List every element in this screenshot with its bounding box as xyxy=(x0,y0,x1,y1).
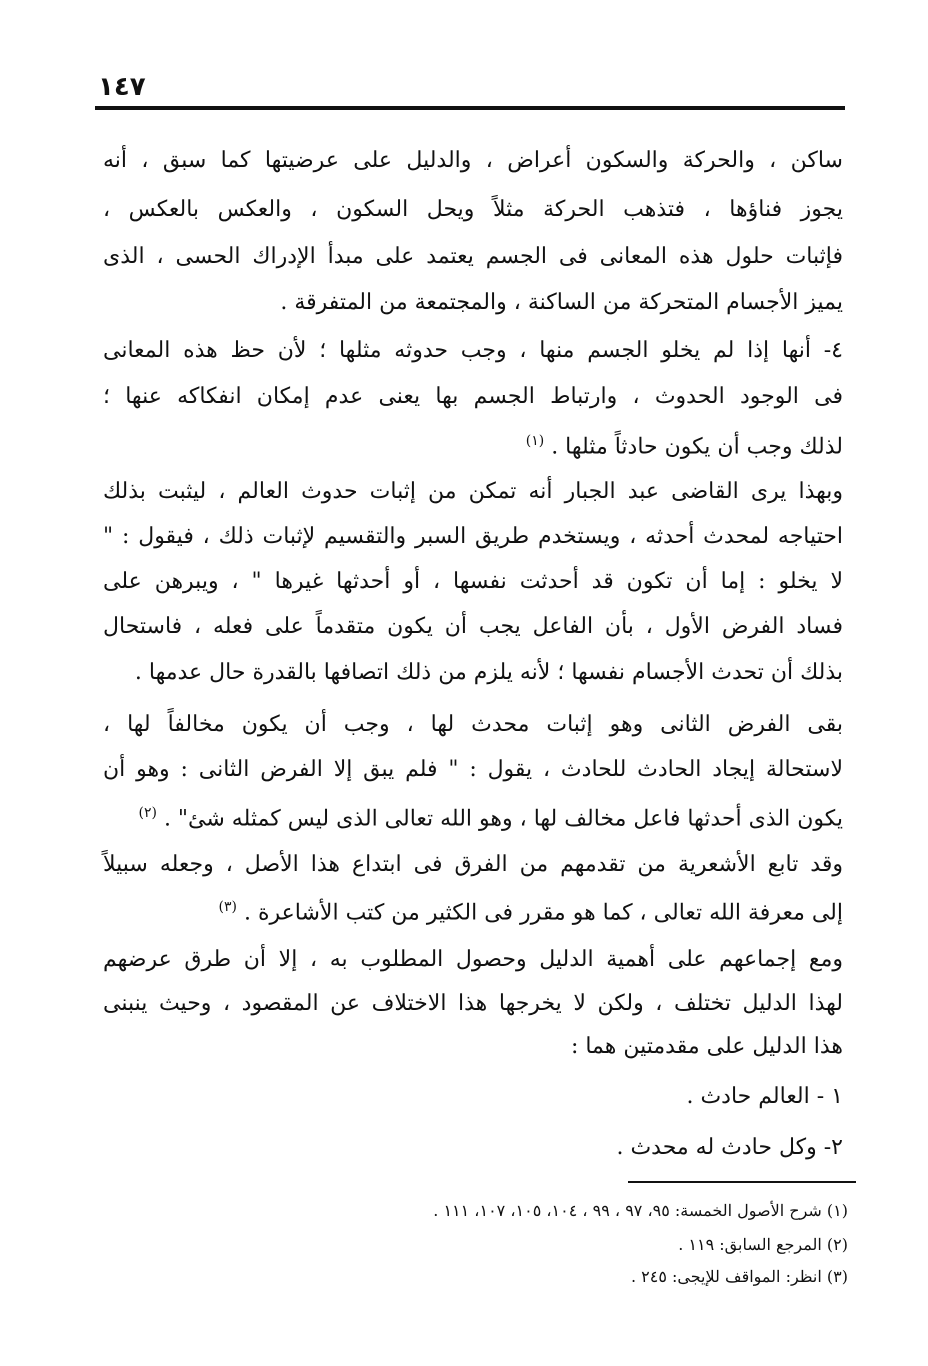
line-text: إلى معرفة الله تعالى ، كما هو مقرر فى الكثير من كتب الأشاعرة . xyxy=(244,900,843,926)
body-line: لهذا الدليل تختلف ، ولكن لا يخرجها هذا الاختلاف عن المقصود ، وحيث ينبنى xyxy=(103,991,843,1016)
body-line xyxy=(103,426,843,462)
body-line xyxy=(103,798,843,834)
page-number: ١٤٧ xyxy=(98,72,146,102)
premise-2: ٢- وكل حادث له محدث . xyxy=(616,1135,843,1160)
body-line: يجوز فناؤها ، فتذهب الحركة مثلاً ويحل السكون ، والعكس بالعكس ، xyxy=(103,197,843,222)
body-line: يميز الأجسام المتحركة من الساكنة ، والمجتمعة من المتفرقة . xyxy=(280,290,843,315)
body-line: ومع إجماعهم على أهمية الدليل وحصول المطلوب به ، إلا أن طرق عرضهم xyxy=(103,947,843,972)
body-line: لا يخلو : إما أن تكون قد أحدثت نفسها ، أو أحدثها غيرها " ، ويبرهن على xyxy=(103,569,843,594)
footnote: (٣) انظر: المواقف للإيجى: ٢٤٥ . xyxy=(630,1267,848,1286)
footnote-ref: (٢) xyxy=(138,805,157,821)
body-line: ٤- أنها إذا لم يخلو الجسم منها ، وجب حدوثه مثلها ؛ لأن حظ هذه المعانى xyxy=(103,338,843,363)
body-line: لاستحالة إيجاد الحادث للحادث ، يقول : " فلم يبق إلا الفرض الثانى : وهو أن xyxy=(103,757,843,782)
footnote: (١) شرح الأصول الخمسة: ٩٥، ٩٧ ، ٩٩ ، ١٠٤، ١٠٥، ١٠٧، ١١١ . xyxy=(433,1201,848,1220)
body-line: فساد الفرض الأول ، بأن الفاعل يجب أن يكون متقدماً على فعله ، فاستحال xyxy=(103,614,843,639)
header-rule xyxy=(95,106,845,110)
body-line: احتياجه لمحدث أحدثه ، ويستخدم طريق السبر والتقسيم لإثبات ذلك ، فيقول : " xyxy=(103,524,843,549)
body-line: فى الوجود الحدوث ، وارتباط الجسم بها يعنى عدم إمكان انفكاكه عنها ؛ xyxy=(103,384,843,409)
footnote-ref: (١) xyxy=(525,433,545,449)
line-text: لذلك وجب أن يكون حادثاً مثلها . xyxy=(551,434,843,460)
body-line: ساكن ، والحركة والسكون أعراض ، والدليل على عرضيتها كما سبق ، أنه xyxy=(103,148,843,173)
body-line: بذلك أن تحدث الأجسام نفسها ؛ لأنه يلزم من ذلك اتصافها بالقدرة حال عدمها . xyxy=(134,660,843,685)
body-line: فإثبات حلول هذه المعانى فى الجسم يعتمد على مبدأ الإدراك الحسى ، الذى xyxy=(103,244,843,269)
body-line: وقد تابع الأشعرية من تقدمهم من الفرق فى ابتداع هذا الأصل ، وجعله سبيلاً xyxy=(103,852,843,877)
premise-1: ١ - العالم حادث . xyxy=(686,1084,843,1109)
line-text: يكون الذى أحدثها فاعل مخالف لها ، وهو الله تعالى الذى ليس كمثله شئ" . xyxy=(163,806,843,832)
body-line: هذا الدليل على مقدمتين هما : xyxy=(570,1034,843,1059)
footnote-ref: (٣) xyxy=(218,899,238,915)
body-line: وبهذا يرى القاضى عبد الجبار أنه تمكن من إثبات حدوث العالم ، ليثبت بذلك xyxy=(103,479,843,504)
body-line xyxy=(103,892,843,928)
footnote-rule xyxy=(628,1181,856,1183)
body-line: بقى الفرض الثانى وهو إثبات محدث لها ، وجب أن يكون مخالفاً لها ، xyxy=(103,712,843,737)
footnote: (٢) المرجع السابق: ١١٩ . xyxy=(678,1235,848,1254)
